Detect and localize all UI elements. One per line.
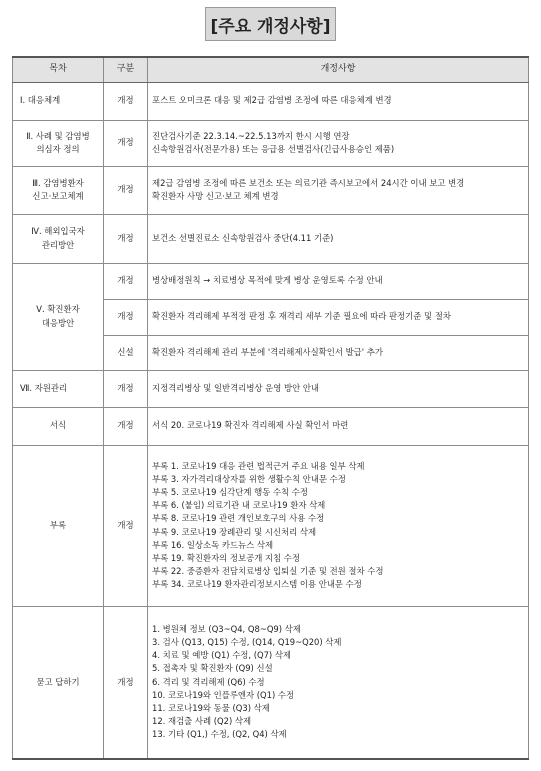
section-cell: Ⅶ. 자원관리: [13, 370, 104, 407]
type-cell: 개정: [104, 299, 148, 335]
table-row: [13, 407, 529, 445]
table-row: [13, 263, 529, 299]
changes-cell: 포스트 오미크론 대응 및 제2급 감염병 조정에 따른 대응체계 변경: [148, 82, 529, 120]
changes-cell: 확진환자 격리해제 관리 부분에 '격리해제사실확인서 발급' 추가: [148, 335, 529, 370]
table-row: [13, 606, 529, 759]
section-cell: Ⅴ. 확진환자 대응방안: [13, 263, 104, 370]
table-header-row: [13, 57, 529, 82]
header-changes: 개정사항: [148, 57, 529, 82]
changes-cell: 보건소 선별진료소 신속항원검사 중단(4.11 기준): [148, 214, 529, 263]
section-cell: 묻고 답하기: [13, 606, 104, 759]
type-cell: 신설: [104, 335, 148, 370]
table-row: [13, 82, 529, 120]
changes-cell: 1. 병원체 정보 (Q3~Q4, Q8~Q9) 삭제 3. 검사 (Q13, Q15) 수정, (Q14, Q19~Q20) 삭제 4. 치료 및 예방 (Q1) 수정, (Q7) 삭제 5. 접촉자 및 확진환자 (Q9) 신설 6. 격리 및 격리해제 (Q6) 수정 10. 코로나19와 인플루엔자 (Q1) 수정 11. 코로나19와 동물 (Q3) 삭제 12. 재검출 사례 (Q2) 삭제 13. 기타 (Q1,) 수정, (Q2, Q4) 삭제: [148, 606, 529, 759]
type-cell: 개정: [104, 120, 148, 166]
type-cell: 개정: [104, 370, 148, 407]
section-cell: Ⅲ. 감염병환자 신고·보고체계: [13, 166, 104, 214]
page-title: [주요 개정사항]: [205, 7, 336, 41]
table-row: [13, 370, 529, 407]
section-cell: Ⅰ. 대응체계: [13, 82, 104, 120]
type-cell: 개정: [104, 606, 148, 759]
table-row: [13, 120, 529, 166]
changes-cell: 병상배정원칙 → 치료병상 목적에 맞게 병상 운영토록 수정 안내: [148, 263, 529, 299]
type-cell: 개정: [104, 82, 148, 120]
changes-cell: 제2급 감염병 조정에 따른 보건소 또는 의료기관 즉시보고에서 24시간 이내 보고 변경 확진환자 사망 신고·보고 체계 변경: [148, 166, 529, 214]
type-cell: 개정: [104, 166, 148, 214]
changes-cell: 부록 1. 코로나19 대응 관련 법적근거 주요 내용 일부 삭제 부록 3. 자가격리대상자를 위한 생활수칙 안내문 수정 부록 5. 코로나19 심각단계 행동 수칙 수정 부록 6. (붙임) 의료기관 내 코로나19 환자 삭제 부록 8. 코로나19 관련 개인보호구의 사용 수정 부록 9. 코로나19 장례관리 및 시신처리 삭제 부록 16. 일상소독 카드뉴스 삭제 부록 19. 확진환자의 정보공개 지침 수정 부록 22. 중증환자 전담치료병상 입퇴실 기준 및 전원 절차 수정 부록 34. 코로나19 환자관리정보시스템 이용 안내문 수정: [148, 445, 529, 606]
type-cell: 개정: [104, 445, 148, 606]
revision-table: [12, 56, 529, 760]
type-cell: 개정: [104, 407, 148, 445]
section-cell: 서식: [13, 407, 104, 445]
table-row: [13, 445, 529, 606]
changes-cell: 지정격리병상 및 일반격리병상 운영 방안 안내: [148, 370, 529, 407]
table-row: [13, 166, 529, 214]
header-type: 구분: [104, 57, 148, 82]
changes-cell: 서식 20. 코로나19 확진자 격리해제 사실 확인서 마련: [148, 407, 529, 445]
changes-cell: 확진환자 격리해제 부적정 판정 후 재격리 세부 기준 필요에 따라 판정기준 및 절차: [148, 299, 529, 335]
type-cell: 개정: [104, 263, 148, 299]
section-cell: 부록: [13, 445, 104, 606]
type-cell: 개정: [104, 214, 148, 263]
section-cell: Ⅳ. 해외입국자 관리방안: [13, 214, 104, 263]
changes-cell: 진단검사기준 22.3.14.~22.5.13까지 한시 시행 연장 신속항원검사(전문가용) 또는 응급용 선별검사(긴급사용승인 제품): [148, 120, 529, 166]
table-row: [13, 214, 529, 263]
header-section: 목차: [13, 57, 104, 82]
section-cell: Ⅱ. 사례 및 감염병 의심자 정의: [13, 120, 104, 166]
